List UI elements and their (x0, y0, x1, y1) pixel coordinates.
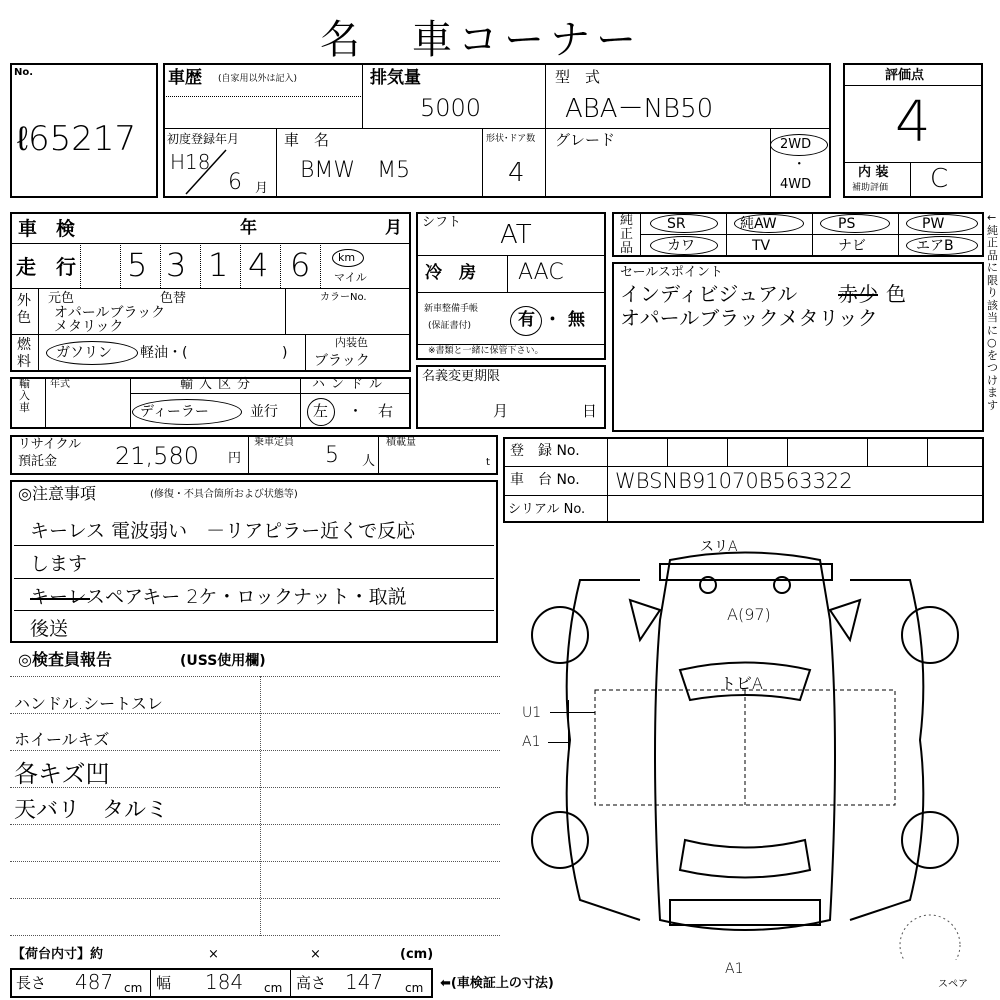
import-handle-label: ハンドル (312, 377, 389, 392)
interior-score-value: C (930, 164, 949, 194)
car-diagram (520, 540, 990, 960)
notes-line-4: 後送 (30, 618, 69, 640)
fuel-close: ) (282, 345, 288, 361)
interior-color-value: ブラック (314, 353, 370, 369)
mileage-digit-2: 3 (166, 246, 187, 284)
import-label: 輸入車 (19, 377, 30, 414)
import-category-label: 輸入区分 (180, 377, 257, 392)
notes-sub: (修復・不具合箇所および状態等) (150, 489, 298, 500)
recycle-unit: 円 (228, 451, 242, 466)
dims-length-unit: cm (124, 981, 143, 995)
notes-line-1: キーレス 電波弱い －リアピラー近くで反応 (30, 520, 416, 542)
name-change-label: 名義変更期限 (422, 369, 501, 384)
inspection-month: 月 (385, 218, 402, 238)
displacement-value: 5000 (420, 94, 482, 122)
dims-height-label: 高さ (296, 974, 327, 992)
option-tv: TV (752, 238, 771, 254)
service-no: 無 (568, 310, 585, 330)
grade-label: グレード (555, 131, 616, 149)
fuel-gasoline: ガソリン (56, 345, 112, 361)
import-right: 右 (378, 402, 394, 420)
first-reg-month: 6 (228, 170, 242, 195)
import-dot: ・ (348, 402, 364, 420)
drive-4wd: 4WD (780, 177, 812, 192)
name-change-day: 日 (582, 402, 598, 420)
inspection-label: 車 検 (18, 218, 76, 240)
sales-point-struck: 赤少 (838, 282, 878, 306)
model-label: 型 式 (555, 68, 601, 86)
exterior-repaint: 色替 (160, 291, 187, 306)
exterior-color-1: オパールブラック (54, 305, 166, 321)
import-dealer: ディーラー (140, 404, 209, 420)
fuel-label: 燃料 (17, 337, 31, 370)
inspection-year: 年 (240, 218, 257, 238)
mileage-digit-1: 5 (127, 246, 148, 284)
option-aw: 純AW (740, 216, 777, 232)
dims-length-label: 長さ (16, 974, 47, 992)
drive-sep: ･ (796, 157, 803, 172)
mileage-digit-5: 6 (290, 246, 311, 284)
diagram-left-2: A1 (522, 734, 541, 750)
diagram-roof-mark: トビA (720, 674, 763, 693)
notes-line-3: キーレスペアキー 2ケ・ロックナット・取説 (30, 586, 407, 608)
model-value: ABA－NB50 (565, 94, 714, 124)
drive-2wd: 2WD (780, 137, 812, 152)
diagram-spare: スペア (938, 979, 968, 990)
dims-height: 147 (345, 970, 384, 994)
import-year-label: 年式 (50, 379, 70, 390)
inspector-line-2: ホイールキズ (14, 730, 110, 749)
sales-point-line1b: 色 (886, 282, 906, 306)
exterior-label: 外色 (17, 293, 31, 326)
option-leather: カワ (667, 238, 695, 254)
cargo-x1: × (208, 947, 219, 962)
lot-number: ℓ65217 (17, 119, 137, 159)
doors-value: 4 (508, 158, 525, 188)
interior-score-label2: 補助評価 (852, 183, 889, 193)
service-sep: ・ (544, 310, 561, 330)
lot-label: No. (14, 67, 34, 78)
option-navi: ナビ (838, 238, 866, 254)
diagram-roof: スリA (700, 539, 738, 555)
dims-width: 184 (205, 970, 244, 994)
chassis-value: WBSNB91070B563322 (615, 469, 853, 493)
registration-label: 登 録 No. (510, 443, 580, 459)
capacity-unit: 人 (362, 454, 376, 469)
mileage-label: 走 行 (16, 255, 76, 279)
history-label: 車歴 (168, 68, 202, 88)
option-airbag: エアB (916, 238, 954, 254)
first-reg-era: H18 (170, 150, 211, 174)
displacement-label: 排気量 (370, 68, 421, 88)
diagram-rear: A1 (725, 961, 744, 977)
import-left: 左 (313, 402, 329, 420)
shift-value: AT (500, 220, 532, 250)
doors-label: 形状･ドア数 (486, 134, 536, 144)
options-label: 純正品 (620, 213, 634, 256)
capacity-value: 5 (325, 443, 339, 468)
option-ps: PS (838, 216, 856, 232)
mileage-unit-mile: マイル (334, 271, 367, 284)
cargo-x2: × (310, 947, 321, 962)
notes-line-2: します (30, 553, 88, 575)
recycle-value: 21,580 (115, 442, 199, 470)
cargo-unit: (cm) (400, 947, 434, 962)
diagram-hood-mark: A(97) (727, 605, 771, 624)
shift-label: シフト (422, 215, 462, 230)
serial-label: シリアル No. (508, 502, 586, 517)
load-label: 積載量 (386, 437, 416, 448)
cargo-label: 【荷台内寸】約 (12, 947, 104, 962)
option-sr: SR (667, 216, 686, 232)
car-name-value: BMW M5 (300, 158, 411, 183)
service-label-2: (保証書付) (428, 321, 472, 331)
first-reg-label: 初度登録年月 (167, 132, 240, 146)
service-label-1: 新車整備手帳 (424, 304, 479, 314)
dims-height-unit: cm (405, 981, 424, 995)
diagram-left-1: U1 (522, 705, 542, 721)
inspector-sub: (USS使用欄) (180, 653, 266, 669)
dims-note: ⬅(車検証上の寸法) (440, 976, 554, 991)
interior-color-label: 内装色 (335, 336, 368, 349)
score-label: 評価点 (885, 68, 925, 83)
dims-width-unit: cm (264, 981, 283, 995)
first-reg-month-unit: 月 (255, 181, 269, 196)
inspector-line-3: 各キズ凹 (14, 760, 110, 788)
dims-width-label: 幅 (156, 974, 172, 992)
mileage-digit-3: 1 (208, 246, 229, 284)
mileage-unit-km: km (338, 251, 356, 264)
recycle-label-2: 預託金 (18, 454, 58, 469)
capacity-label: 乗車定員 (254, 437, 294, 448)
inspector-label: ◎検査員報告 (18, 650, 112, 669)
fuel-diesel: 軽油・( (140, 345, 188, 361)
chassis-label: 車 台 No. (510, 472, 580, 488)
dims-length: 487 (75, 970, 114, 994)
inspector-line-4: 天バリ タルミ (14, 798, 169, 823)
score-value: 4 (895, 90, 931, 155)
inspector-line-1: ハンドル.シートスレ (14, 694, 163, 713)
load-unit: t (486, 457, 490, 468)
sales-point-label: セールスポイント (620, 265, 723, 280)
option-pw: PW (922, 216, 945, 232)
aircon-value: AAC (518, 260, 564, 285)
service-yes: 有 (518, 310, 535, 330)
recycle-label-1: リサイクル (18, 437, 82, 452)
page-title: 名 車コーナー (320, 17, 642, 63)
options-side-note: ←純正品に限り該当に○をつけます (987, 211, 998, 412)
sales-point-line1: インディビジュアル (620, 282, 798, 306)
import-parallel: 並行 (250, 404, 278, 420)
exterior-color-2: メタリック (54, 319, 124, 335)
exterior-color-no: カラーNo. (320, 292, 367, 303)
history-sub: (自家用以外は記入) (218, 74, 298, 84)
exterior-orig: 元色 (48, 291, 75, 306)
name-change-month: 月 (493, 402, 509, 420)
notes-strike (30, 598, 90, 600)
sales-point-line2: オパールブラックメタリック (620, 306, 878, 330)
aircon-label: 冷 房 (425, 263, 476, 283)
service-note: ※書類と一緒に保管下さい。 (428, 346, 544, 356)
car-name-label: 車 名 (284, 131, 330, 149)
notes-label: ◎注意事項 (18, 484, 96, 503)
mileage-digit-4: 4 (248, 246, 269, 284)
interior-score-label1: 内 装 (858, 165, 889, 180)
